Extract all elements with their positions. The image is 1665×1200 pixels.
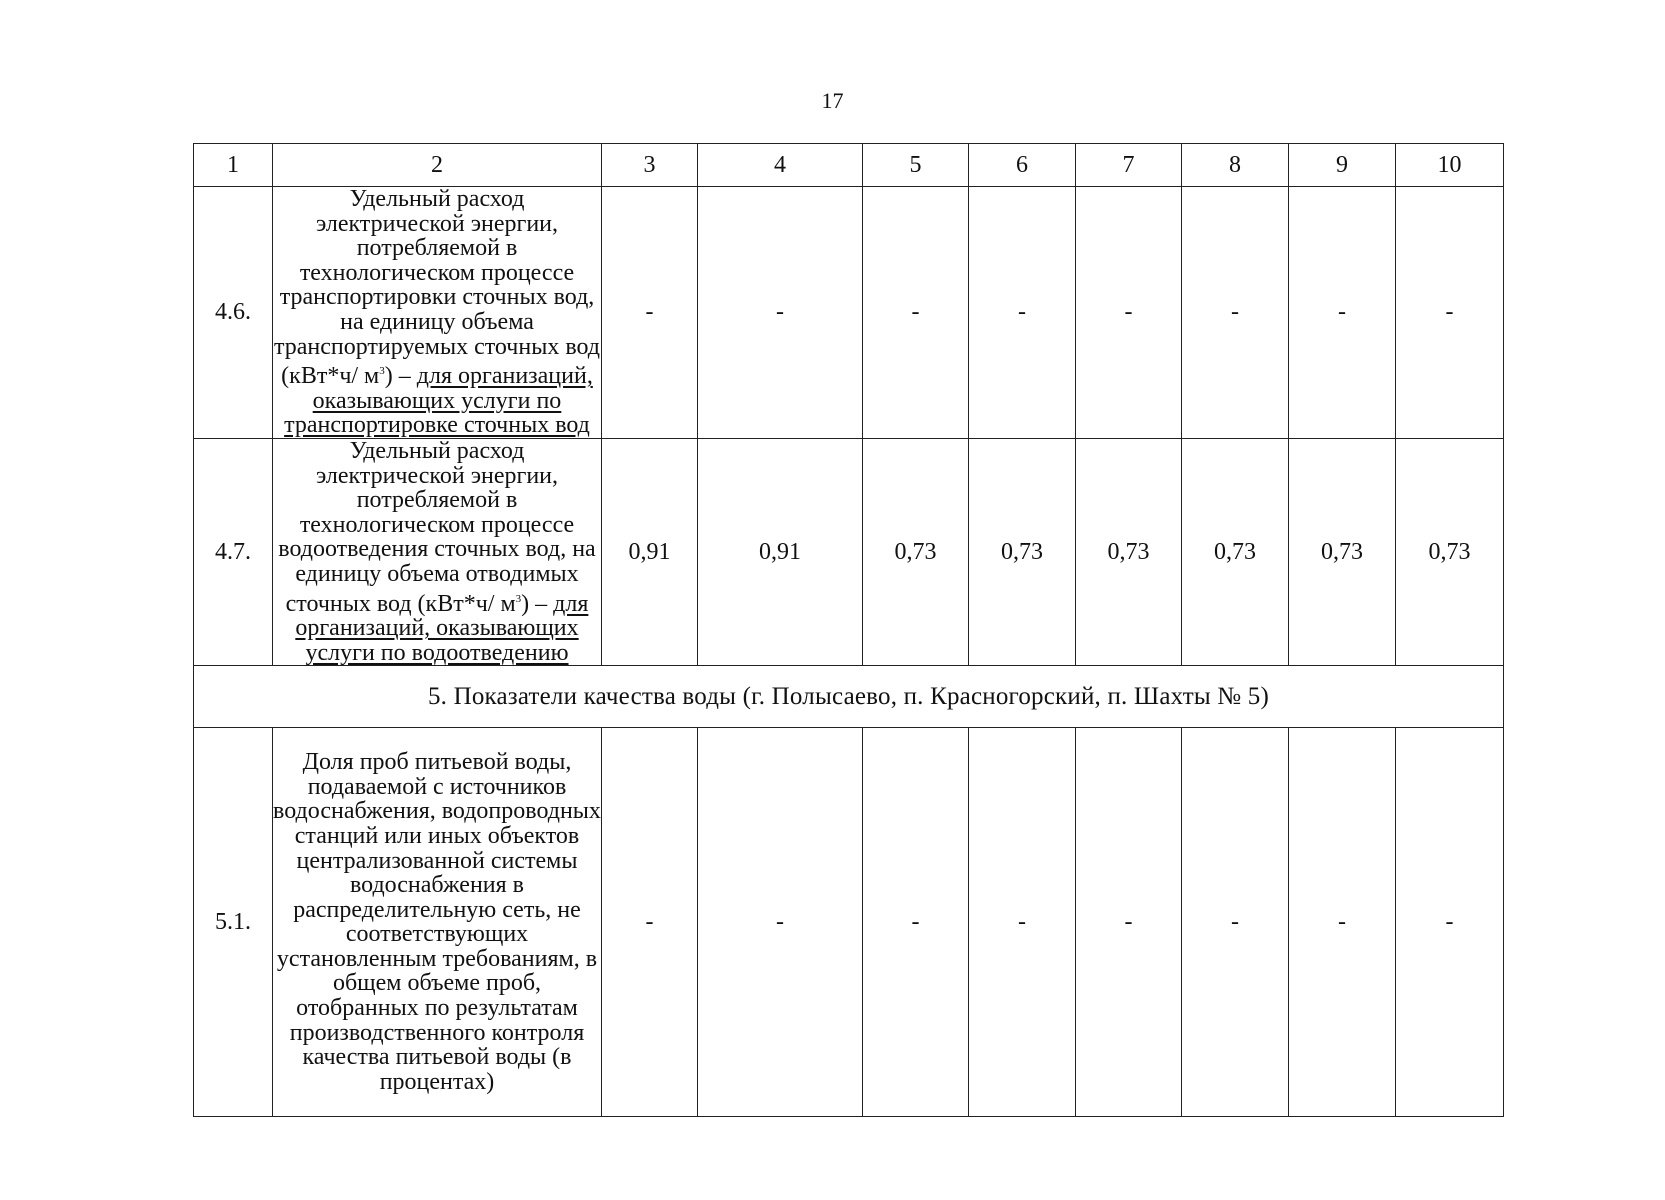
row-number: 4.7. (194, 438, 273, 665)
table-row (194, 728, 1504, 1117)
value-cell: - (863, 728, 969, 1117)
indicator-description (273, 187, 602, 439)
value-cell: 0,91 (698, 438, 863, 665)
indicators-table (193, 143, 1504, 1117)
column-header: 1 (194, 144, 273, 187)
value-cell: 0,91 (602, 438, 698, 665)
column-number-header-row (194, 144, 1504, 187)
superscript: 3 (379, 365, 385, 378)
value-cell: 0,73 (969, 438, 1076, 665)
underlined-note: для организаций, оказывающих услуги по водоотведению (295, 590, 589, 666)
value-cell: 0,73 (1182, 438, 1289, 665)
value-cell: - (602, 728, 698, 1117)
section-title: 5. Показатели качества воды (г. Полысаево, п. Красногорский, п. Шахты № 5) (194, 666, 1504, 728)
superscript: 3 (515, 592, 522, 605)
row-number: 4.6. (194, 187, 273, 439)
value-cell: - (1289, 187, 1396, 439)
value-cell: - (1182, 187, 1289, 439)
indicator-description (273, 438, 602, 665)
value-cell: - (969, 187, 1076, 439)
column-header: 4 (698, 144, 863, 187)
table-row (194, 438, 1504, 665)
value-cell: 0,73 (1396, 438, 1504, 665)
column-header: 7 (1076, 144, 1182, 187)
table-row (194, 187, 1504, 439)
value-cell: 0,73 (863, 438, 969, 665)
value-cell: - (863, 187, 969, 439)
value-cell: 0,73 (1076, 438, 1182, 665)
value-cell: 0,73 (1289, 438, 1396, 665)
column-header: 6 (969, 144, 1076, 187)
value-cell: - (1076, 728, 1182, 1117)
section-header-row (194, 666, 1504, 728)
column-header: 5 (863, 144, 969, 187)
column-header: 2 (273, 144, 602, 187)
column-header: 10 (1396, 144, 1504, 187)
value-cell: - (1182, 728, 1289, 1117)
column-header: 9 (1289, 144, 1396, 187)
value-cell: - (1076, 187, 1182, 439)
value-cell: - (698, 728, 863, 1117)
value-cell: - (969, 728, 1076, 1117)
value-cell: - (1396, 728, 1504, 1117)
value-cell: - (1396, 187, 1504, 439)
underlined-note: для организаций, оказывающих услуги по транспортировке сточных вод (284, 363, 593, 439)
value-cell: - (602, 187, 698, 439)
value-cell: - (1289, 728, 1396, 1117)
indicator-description: Доля проб питьевой воды, подаваемой с источников водоснабжения, водопроводных станций или иных объектов централизованной системы водоснабжения в распределительную сеть, не соответствующих установленным требованиям, в общем объеме проб, отобранных по результатам производственного контроля качества питьевой воды (в процентах) (273, 728, 602, 1117)
description-text: ) – (384, 363, 417, 390)
description-text: ) – (521, 590, 554, 617)
description-text: Удельный расход электрической энергии, потребляемой в технологическом процессе водоотведения сточных вод, на единицу объема отводимых сточных вод (кВт*ч/ м (278, 437, 596, 617)
row-number: 5.1. (194, 728, 273, 1117)
column-header: 3 (602, 144, 698, 187)
description-text: Удельный расход электрической энергии, потребляемой в технологическом процессе транспортировки сточных вод, на единицу объема транспортируемых сточных вод (кВт*ч/ м (273, 186, 601, 390)
value-cell: - (698, 187, 863, 439)
column-header: 8 (1182, 144, 1289, 187)
page-number: 17 (821, 88, 844, 113)
